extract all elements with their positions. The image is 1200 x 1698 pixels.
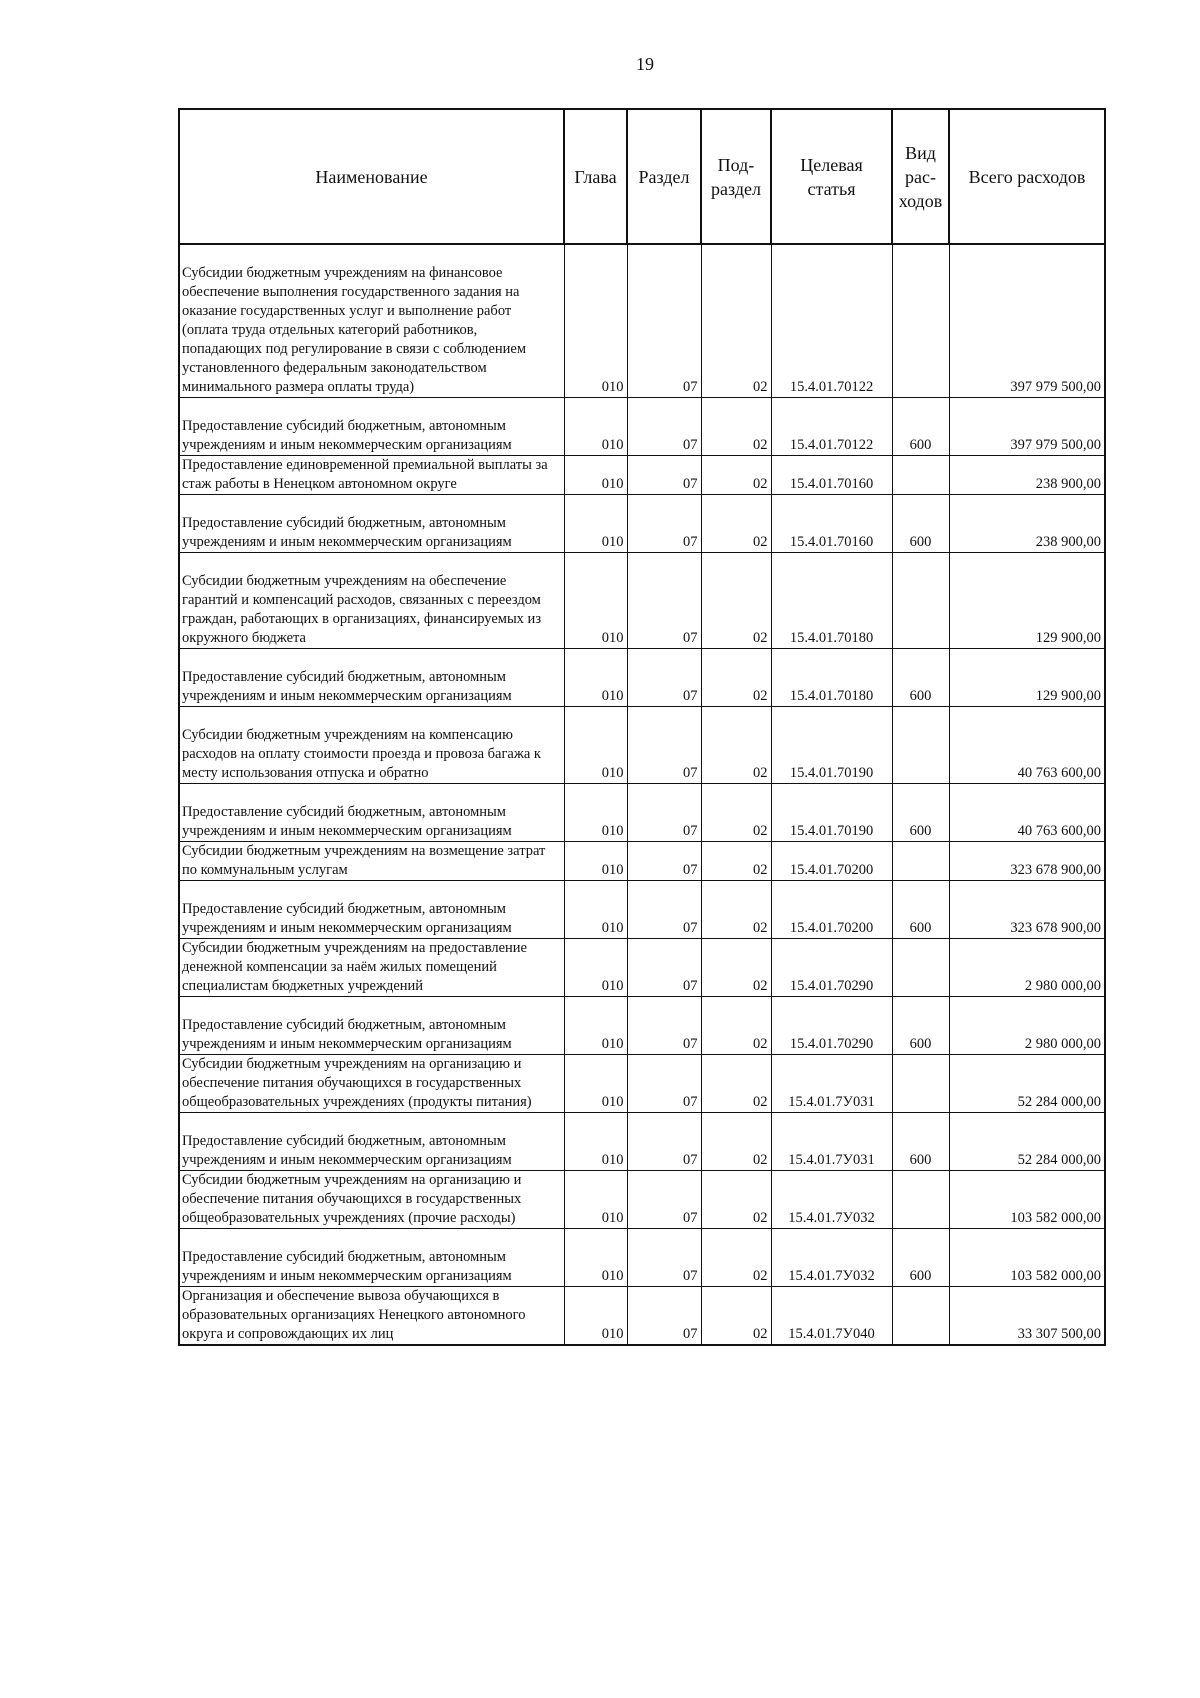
- row-glava-text: 010: [601, 1094, 624, 1110]
- row-celevaya: [771, 1229, 892, 1287]
- row-podrazdel: [701, 649, 771, 707]
- row-podrazdel: [701, 495, 771, 553]
- row-total-text: 103 582 000,00: [1010, 1210, 1101, 1226]
- row-glava: [564, 398, 627, 456]
- row-celevaya: [771, 1171, 892, 1229]
- row-name-text: Субсидии бюджетным учреждениям на финансовое обеспечение выполнения государственного задания на оказание государственных услуг и выполнение работ (оплата труда отдельных категорий работников, попадающих под регулирование в связи с соблюдением установленного федеральным законодательством минимального размера оплаты труда): [182, 265, 527, 395]
- row-celevaya-text: 15.4.01.70200: [789, 920, 874, 936]
- row-razdel: [627, 1171, 701, 1229]
- row-glava-text: 010: [601, 630, 624, 646]
- row-vid: [892, 997, 949, 1055]
- row-name: [179, 1055, 564, 1113]
- row-razdel-text: 07: [683, 862, 698, 878]
- row-name-text: Субсидии бюджетным учреждениям на возмещение затрат по коммунальным услугам: [182, 843, 546, 878]
- row-glava-text: 010: [601, 862, 624, 878]
- row-podrazdel-text: 02: [753, 1152, 768, 1168]
- header-vid: Вид рас- ходов: [892, 109, 949, 244]
- row-name-text: Предоставление субсидий бюджетным, автономным учреждениям и иным некоммерческим организациям: [182, 1133, 512, 1168]
- row-name: [179, 1113, 564, 1171]
- row-celevaya-text: 15.4.01.70290: [789, 978, 874, 994]
- row-vid: [892, 939, 949, 997]
- row-celevaya-text: 15.4.01.70122: [789, 379, 874, 395]
- row-total-text: 323 678 900,00: [1010, 920, 1101, 936]
- row-total-text: 397 979 500,00: [1010, 437, 1101, 453]
- row-vid: [892, 244, 949, 398]
- row-name: [179, 1287, 564, 1346]
- row-razdel-text: 07: [683, 823, 698, 839]
- row-total: [949, 1055, 1105, 1113]
- table-row: [179, 553, 1105, 649]
- row-total-text: 2 980 000,00: [1024, 978, 1101, 994]
- row-podrazdel-text: 02: [753, 437, 768, 453]
- row-glava: [564, 495, 627, 553]
- row-razdel: [627, 398, 701, 456]
- row-celevaya: [771, 1055, 892, 1113]
- row-vid: [892, 784, 949, 842]
- row-celevaya: [771, 1113, 892, 1171]
- table-row: [179, 244, 1105, 398]
- row-glava: [564, 553, 627, 649]
- table-row: [179, 784, 1105, 842]
- row-podrazdel-text: 02: [753, 1326, 768, 1342]
- row-glava-text: 010: [601, 823, 624, 839]
- table-row: [179, 456, 1105, 495]
- row-vid: [892, 553, 949, 649]
- row-razdel-text: 07: [683, 1152, 698, 1168]
- row-vid-text: 600: [909, 437, 932, 453]
- row-vid: [892, 456, 949, 495]
- row-podrazdel: [701, 784, 771, 842]
- header-razdel: Раздел: [627, 109, 701, 244]
- row-celevaya-text: 15.4.01.70180: [789, 688, 874, 704]
- row-razdel-text: 07: [683, 1326, 698, 1342]
- row-razdel: [627, 1113, 701, 1171]
- row-podrazdel-text: 02: [753, 688, 768, 704]
- row-razdel-text: 07: [683, 920, 698, 936]
- row-vid: [892, 1229, 949, 1287]
- row-podrazdel: [701, 244, 771, 398]
- row-total: [949, 244, 1105, 398]
- row-celevaya-text: 15.4.01.70200: [789, 862, 874, 878]
- row-glava: [564, 842, 627, 881]
- row-razdel: [627, 842, 701, 881]
- row-glava: [564, 649, 627, 707]
- row-name-text: Предоставление субсидий бюджетным, автономным учреждениям и иным некоммерческим организациям: [182, 1017, 512, 1052]
- row-name-text: Субсидии бюджетным учреждениям на организацию и обеспечение питания обучающихся в государственных общеобразовательных учреждениях (прочие расходы): [182, 1172, 522, 1226]
- row-celevaya: [771, 456, 892, 495]
- row-total-text: 103 582 000,00: [1010, 1268, 1101, 1284]
- row-podrazdel: [701, 1171, 771, 1229]
- row-name-text: Предоставление субсидий бюджетным, автономным учреждениям и иным некоммерческим организациям: [182, 804, 512, 839]
- row-glava-text: 010: [601, 1210, 624, 1226]
- row-podrazdel: [701, 1229, 771, 1287]
- row-vid: [892, 649, 949, 707]
- row-celevaya-text: 15.4.01.70190: [789, 823, 874, 839]
- row-celevaya-text: 15.4.01.7У032: [788, 1210, 875, 1226]
- row-total: [949, 707, 1105, 784]
- row-celevaya: [771, 784, 892, 842]
- row-podrazdel: [701, 997, 771, 1055]
- row-podrazdel-text: 02: [753, 765, 768, 781]
- row-vid: [892, 1171, 949, 1229]
- page-number: 19: [636, 54, 654, 74]
- table-row: [179, 1287, 1105, 1346]
- row-total: [949, 1171, 1105, 1229]
- row-podrazdel-text: 02: [753, 379, 768, 395]
- row-total-text: 129 900,00: [1035, 630, 1101, 646]
- row-razdel-text: 07: [683, 534, 698, 550]
- row-glava-text: 010: [601, 1152, 624, 1168]
- table-header-row: [179, 109, 1105, 244]
- row-razdel: [627, 784, 701, 842]
- row-glava-text: 010: [601, 1036, 624, 1052]
- row-podrazdel-text: 02: [753, 920, 768, 936]
- row-total-text: 33 307 500,00: [1017, 1326, 1101, 1342]
- table-row: [179, 842, 1105, 881]
- row-razdel-text: 07: [683, 630, 698, 646]
- row-vid-text: 600: [909, 1036, 932, 1052]
- row-total: [949, 398, 1105, 456]
- row-vid-text: 600: [909, 534, 932, 550]
- row-glava-text: 010: [601, 920, 624, 936]
- row-celevaya: [771, 842, 892, 881]
- row-total-text: 238 900,00: [1035, 476, 1101, 492]
- row-podrazdel: [701, 1287, 771, 1346]
- row-glava-text: 010: [601, 476, 624, 492]
- row-celevaya: [771, 398, 892, 456]
- row-name: [179, 649, 564, 707]
- table-row: [179, 1113, 1105, 1171]
- row-total: [949, 881, 1105, 939]
- row-glava: [564, 1171, 627, 1229]
- row-vid: [892, 1113, 949, 1171]
- row-name-text: Предоставление субсидий бюджетным, автономным учреждениям и иным некоммерческим организациям: [182, 901, 512, 936]
- row-total: [949, 997, 1105, 1055]
- row-glava-text: 010: [601, 1268, 624, 1284]
- row-name: [179, 1171, 564, 1229]
- table-row: [179, 997, 1105, 1055]
- row-total: [949, 939, 1105, 997]
- row-podrazdel-text: 02: [753, 1268, 768, 1284]
- row-razdel: [627, 649, 701, 707]
- row-razdel: [627, 881, 701, 939]
- row-podrazdel-text: 02: [753, 1094, 768, 1110]
- row-glava: [564, 707, 627, 784]
- row-total-text: 238 900,00: [1035, 534, 1101, 550]
- row-celevaya: [771, 495, 892, 553]
- row-podrazdel-text: 02: [753, 1036, 768, 1052]
- row-glava: [564, 1113, 627, 1171]
- row-total-text: 52 284 000,00: [1017, 1094, 1101, 1110]
- row-name: [179, 707, 564, 784]
- row-razdel: [627, 1229, 701, 1287]
- row-total: [949, 553, 1105, 649]
- row-name: [179, 1229, 564, 1287]
- row-vid-text: 600: [909, 920, 932, 936]
- row-glava-text: 010: [601, 534, 624, 550]
- row-glava-text: 010: [601, 765, 624, 781]
- row-name: [179, 997, 564, 1055]
- row-name-text: Субсидии бюджетным учреждениям на предоставление денежной компенсации за наём жилых помещений специалистам бюджетных учреждений: [182, 940, 527, 994]
- row-name-text: Субсидии бюджетным учреждениям на обеспечение гарантий и компенсаций расходов, связанных с переездом граждан, работающих в организациях, финансируемых из окружного бюджета: [182, 573, 542, 646]
- row-name-text: Предоставление субсидий бюджетным, автономным учреждениям и иным некоммерческим организациям: [182, 515, 512, 550]
- row-razdel-text: 07: [683, 1268, 698, 1284]
- row-celevaya-text: 15.4.01.7У040: [788, 1326, 875, 1342]
- row-glava-text: 010: [601, 978, 624, 994]
- table-row: [179, 1055, 1105, 1113]
- header-name: Наименование: [179, 109, 564, 244]
- row-celevaya-text: 15.4.01.70160: [789, 476, 874, 492]
- row-razdel: [627, 244, 701, 398]
- row-celevaya: [771, 553, 892, 649]
- row-vid: [892, 495, 949, 553]
- row-podrazdel: [701, 1055, 771, 1113]
- row-podrazdel-text: 02: [753, 823, 768, 839]
- row-glava: [564, 997, 627, 1055]
- row-celevaya: [771, 707, 892, 784]
- row-vid: [892, 881, 949, 939]
- row-razdel: [627, 997, 701, 1055]
- row-celevaya-text: 15.4.01.7У031: [788, 1152, 875, 1168]
- row-name-text: Предоставление субсидий бюджетным, автономным учреждениям и иным некоммерческим организациям: [182, 418, 512, 453]
- row-razdel: [627, 707, 701, 784]
- row-celevaya: [771, 244, 892, 398]
- table-row: [179, 495, 1105, 553]
- table-row: [179, 881, 1105, 939]
- row-razdel-text: 07: [683, 437, 698, 453]
- table-row: [179, 398, 1105, 456]
- row-total-text: 397 979 500,00: [1010, 379, 1101, 395]
- table-row: [179, 939, 1105, 997]
- table-row: [179, 707, 1105, 784]
- row-razdel-text: 07: [683, 1210, 698, 1226]
- row-name-text: Субсидии бюджетным учреждениям на компенсацию расходов на оплату стоимости проезда и провоза багажа к месту использования отпуска и обратно: [182, 727, 541, 781]
- table-row: [179, 649, 1105, 707]
- row-total: [949, 1113, 1105, 1171]
- row-total: [949, 784, 1105, 842]
- row-celevaya-text: 15.4.01.7У032: [788, 1268, 875, 1284]
- row-total: [949, 1229, 1105, 1287]
- row-vid: [892, 707, 949, 784]
- row-razdel-text: 07: [683, 1036, 698, 1052]
- row-total: [949, 456, 1105, 495]
- row-podrazdel: [701, 842, 771, 881]
- row-razdel: [627, 495, 701, 553]
- row-celevaya-text: 15.4.01.70122: [789, 437, 874, 453]
- row-glava: [564, 881, 627, 939]
- row-name-text: Организация и обеспечение вывоза обучающихся в образовательных организациях Ненецкого автономного округа и сопровождающих их лиц: [182, 1288, 526, 1342]
- budget-table: [178, 108, 1106, 1346]
- row-razdel-text: 07: [683, 978, 698, 994]
- table-row: [179, 1229, 1105, 1287]
- row-podrazdel-text: 02: [753, 630, 768, 646]
- row-podrazdel: [701, 939, 771, 997]
- row-total: [949, 649, 1105, 707]
- row-glava: [564, 939, 627, 997]
- row-glava-text: 010: [601, 1326, 624, 1342]
- row-vid-text: 600: [909, 1152, 932, 1168]
- row-glava: [564, 1229, 627, 1287]
- row-vid: [892, 398, 949, 456]
- row-vid-text: 600: [909, 688, 932, 704]
- row-razdel: [627, 553, 701, 649]
- row-name: [179, 244, 564, 398]
- row-celevaya-text: 15.4.01.70160: [789, 534, 874, 550]
- row-razdel-text: 07: [683, 765, 698, 781]
- row-podrazdel: [701, 553, 771, 649]
- row-podrazdel: [701, 881, 771, 939]
- row-vid-text: 600: [909, 1268, 932, 1284]
- row-podrazdel: [701, 456, 771, 495]
- header-glava: Глава: [564, 109, 627, 244]
- header-total: Всего расходов: [949, 109, 1105, 244]
- header-celevaya: Целевая статья: [771, 109, 892, 244]
- row-name: [179, 398, 564, 456]
- row-podrazdel: [701, 398, 771, 456]
- row-total-text: 129 900,00: [1035, 688, 1101, 704]
- row-glava: [564, 1055, 627, 1113]
- row-name: [179, 784, 564, 842]
- row-vid: [892, 1287, 949, 1346]
- row-glava: [564, 244, 627, 398]
- row-glava: [564, 456, 627, 495]
- row-razdel-text: 07: [683, 476, 698, 492]
- row-podrazdel-text: 02: [753, 1210, 768, 1226]
- row-podrazdel-text: 02: [753, 476, 768, 492]
- row-total-text: 323 678 900,00: [1010, 862, 1101, 878]
- row-podrazdel-text: 02: [753, 534, 768, 550]
- row-vid: [892, 842, 949, 881]
- row-glava-text: 010: [601, 379, 624, 395]
- row-celevaya-text: 15.4.01.70190: [789, 765, 874, 781]
- row-name-text: Предоставление субсидий бюджетным, автономным учреждениям и иным некоммерческим организациям: [182, 669, 512, 704]
- row-razdel: [627, 1287, 701, 1346]
- row-celevaya-text: 15.4.01.70290: [789, 1036, 874, 1052]
- row-total-text: 40 763 600,00: [1017, 765, 1101, 781]
- row-razdel: [627, 939, 701, 997]
- row-glava-text: 010: [601, 688, 624, 704]
- row-vid-text: 600: [909, 823, 932, 839]
- row-total-text: 52 284 000,00: [1017, 1152, 1101, 1168]
- row-vid: [892, 1055, 949, 1113]
- row-celevaya: [771, 649, 892, 707]
- row-razdel: [627, 1055, 701, 1113]
- row-name: [179, 495, 564, 553]
- row-name: [179, 456, 564, 495]
- row-name: [179, 939, 564, 997]
- row-razdel-text: 07: [683, 379, 698, 395]
- row-name: [179, 842, 564, 881]
- row-name: [179, 881, 564, 939]
- row-glava-text: 010: [601, 437, 624, 453]
- row-podrazdel-text: 02: [753, 862, 768, 878]
- row-celevaya: [771, 997, 892, 1055]
- row-razdel-text: 07: [683, 1094, 698, 1110]
- row-total: [949, 842, 1105, 881]
- table-row: [179, 1171, 1105, 1229]
- row-total-text: 2 980 000,00: [1024, 1036, 1101, 1052]
- row-razdel-text: 07: [683, 688, 698, 704]
- row-total: [949, 1287, 1105, 1346]
- row-glava: [564, 784, 627, 842]
- row-celevaya: [771, 881, 892, 939]
- row-celevaya-text: 15.4.01.70180: [789, 630, 874, 646]
- row-total-text: 40 763 600,00: [1017, 823, 1101, 839]
- row-podrazdel: [701, 707, 771, 784]
- row-total: [949, 495, 1105, 553]
- row-glava: [564, 1287, 627, 1346]
- row-celevaya-text: 15.4.01.7У031: [788, 1094, 875, 1110]
- row-name-text: Субсидии бюджетным учреждениям на организацию и обеспечение питания обучающихся в государственных общеобразовательных учреждениях (продукты питания): [182, 1056, 532, 1110]
- row-celevaya: [771, 939, 892, 997]
- row-celevaya: [771, 1287, 892, 1346]
- row-razdel: [627, 456, 701, 495]
- row-podrazdel-text: 02: [753, 978, 768, 994]
- row-podrazdel: [701, 1113, 771, 1171]
- row-name-text: Предоставление единовременной премиальной выплаты за стаж работы в Ненецком автономном округе: [182, 457, 548, 492]
- row-name-text: Предоставление субсидий бюджетным, автономным учреждениям и иным некоммерческим организациям: [182, 1249, 512, 1284]
- header-podrazdel: Под- раздел: [701, 109, 771, 244]
- row-name: [179, 553, 564, 649]
